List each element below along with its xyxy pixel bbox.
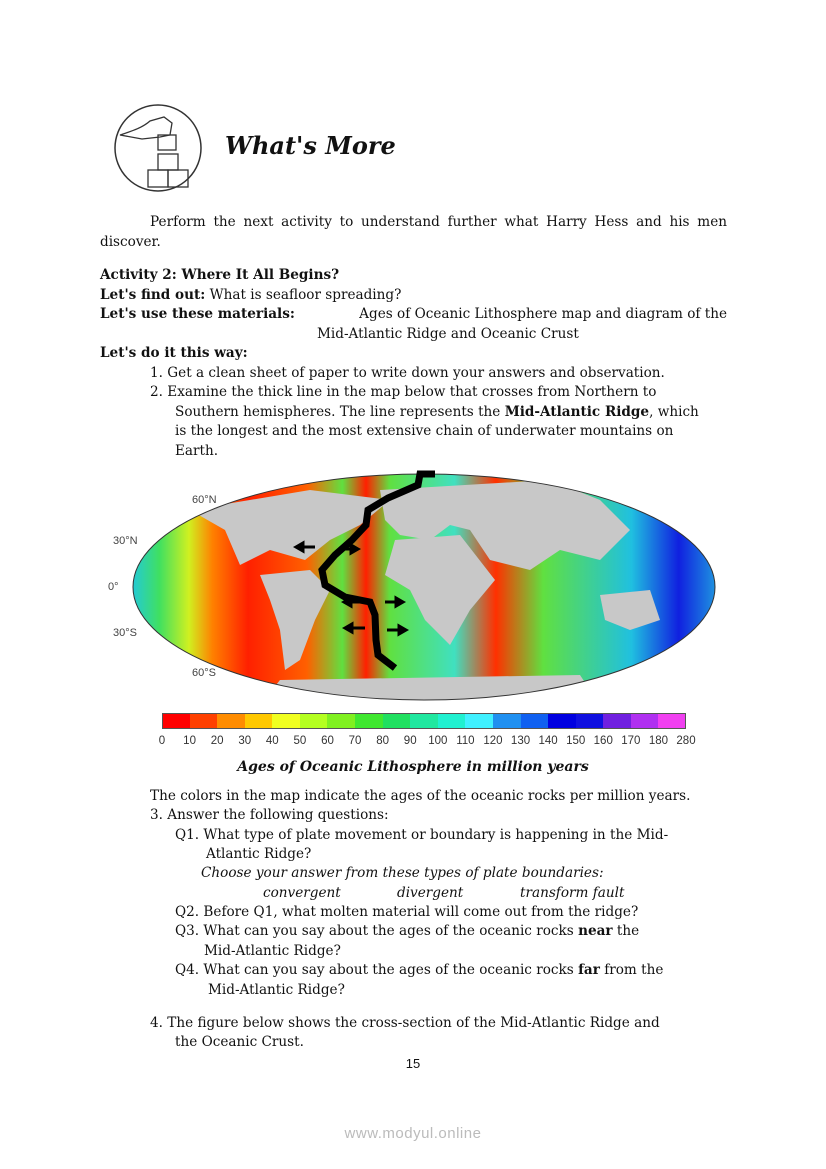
colorbar-tick-label: 40 (265, 735, 279, 747)
colorbar-tick-label: 130 (510, 735, 531, 747)
step-2-line-1: 2. Examine the thick line in the map below that crosses from Northern to (150, 384, 657, 400)
step-2-line-4: Earth. (175, 443, 219, 459)
colors-note: The colors in the map indicate the ages of the oceanic rocks per million years. (150, 788, 691, 804)
step-1: 1. Get a clean sheet of paper to write down your answers and observation. (150, 365, 665, 381)
question-2: Q2. Before Q1, what molten material will come out from the ridge? (175, 904, 639, 920)
map-caption: Ages of Oceanic Lithosphere in million years (237, 759, 589, 775)
mid-atlantic-ridge-term: Mid-Atlantic Ridge (504, 404, 650, 420)
far-term: far (578, 962, 600, 978)
choice-transform-fault: transform fault (520, 885, 625, 901)
colorbar-tick-label: 30 (238, 735, 252, 747)
colorbar-tick-label: 170 (621, 735, 641, 747)
step-2-line-3: is the longest and the most extensive chain of underwater mountains on (175, 423, 674, 439)
choice-convergent: convergent (263, 885, 341, 901)
choose-instruction: Choose your answer from these types of plate boundaries: (201, 865, 604, 881)
colorbar-tick-label: 160 (593, 735, 613, 747)
text: Southern hemispheres. The line represents the (175, 404, 505, 420)
ocean-age-map (130, 470, 720, 705)
choice-divergent: divergent (397, 885, 464, 901)
intro-paragraph: Perform the next activity to understand further what Harry Hess and his men discover. (100, 214, 727, 250)
lat-label: 30°S (113, 627, 137, 639)
colorbar-tick-label: 70 (348, 735, 362, 747)
colorbar-tick-label: 280 (676, 735, 696, 747)
watermark: www.modyul.online (344, 1125, 482, 1142)
colorbar-tick-label: 50 (293, 735, 307, 747)
lat-label: 30°N (113, 535, 138, 547)
lat-label: 0° (108, 581, 119, 593)
text: from the (599, 962, 664, 978)
colorbar-tick-label: 120 (483, 735, 503, 747)
page-number: 15 (405, 1056, 421, 1071)
colorbar-tick-label: 10 (183, 735, 196, 747)
materials-text: Ages of Oceanic Lithosphere map and diagram of the (359, 306, 727, 322)
question-4 (175, 961, 663, 980)
step-3: 3. Answer the following questions: (150, 807, 389, 823)
colorbar-tick-label: 110 (456, 735, 475, 747)
question-1: Q1. What type of plate movement or boundary is happening in the Mid- (175, 827, 669, 843)
question-4-line-2: Mid-Atlantic Ridge? (208, 982, 345, 998)
materials-text-2: Mid-Atlantic Ridge and Oceanic Crust (317, 326, 579, 342)
find-out-line (100, 286, 401, 305)
colorbar-tick-label: 80 (376, 735, 390, 747)
colorbar-tick-label: 20 (210, 735, 224, 747)
colorbar-tick-label: 0 (158, 735, 166, 747)
colorbar-frame (162, 713, 686, 729)
step-4: 4. The figure below shows the cross-section of the Mid-Atlantic Ridge and (150, 1015, 660, 1031)
question-3 (175, 922, 639, 941)
activity-title: Activity 2: Where It All Begins? (100, 267, 340, 283)
question-1-line-2: Atlantic Ridge? (206, 846, 312, 862)
near-term: near (578, 923, 613, 939)
colorbar-tick-label: 90 (403, 735, 417, 747)
lat-label: 60°S (192, 667, 216, 679)
materials-line (100, 305, 727, 324)
materials-label: Let's use these materials: (100, 306, 295, 322)
step-2-line-2 (175, 403, 699, 422)
text: Q4. What can you say about the ages of the oceanic rocks (175, 962, 579, 978)
find-out-text: What is seafloor spreading? (209, 287, 402, 303)
colorbar-tick-label: 100 (428, 735, 448, 747)
section-title: What's More (225, 131, 396, 160)
lat-label: 60°N (192, 494, 217, 506)
colorbar-tick-label: 150 (566, 735, 586, 747)
text: the (612, 923, 640, 939)
text: Q3. What can you say about the ages of the oceanic rocks (175, 923, 579, 939)
colorbar-tick-label: 60 (321, 735, 334, 747)
colorbar-tick-label: 180 (648, 735, 668, 747)
step-4-line-2: the Oceanic Crust. (175, 1034, 304, 1050)
hand-stacking-blocks-icon (112, 103, 204, 193)
find-out-label: Let's find out: (100, 287, 206, 303)
procedure-label: Let's do it this way: (100, 345, 248, 361)
colorbar-tick-label: 140 (538, 735, 558, 747)
text: , which (649, 404, 699, 420)
question-3-line-2: Mid-Atlantic Ridge? (204, 943, 341, 959)
